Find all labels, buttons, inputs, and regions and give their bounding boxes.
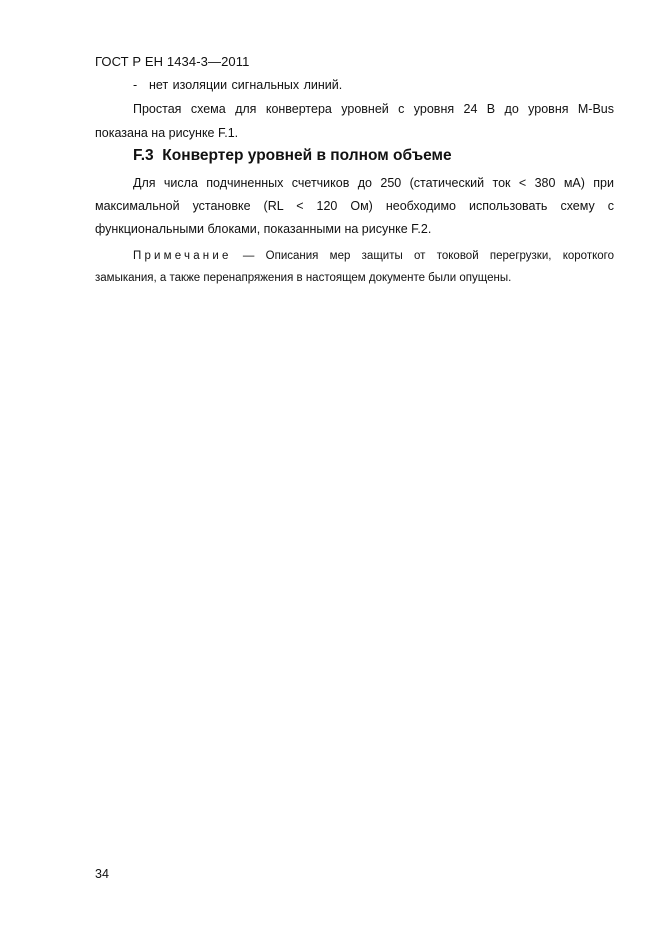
bullet-text: нет изоляции сигнальных линий. [149,78,343,92]
note-line2: замыкания, а также перенапряжения в настоящем документе были опущены. [95,272,512,284]
paragraph1-line1: Простая схема для конвертера уровней с уровня 24 В до уровня M-Bus [133,102,614,116]
note-label: Примечание [133,250,232,262]
note-line1 [133,250,614,262]
bullet-marker: - [133,78,138,92]
paragraph2-line2: максимальной установке (RL < 120 Ом) необходимо использовать схему с [95,199,614,213]
section-heading: F.3 Конвертер уровней в полном объеме [133,147,452,164]
paragraph1-line2: показана на рисунке F.1. [95,126,239,140]
note-text: — Описания мер защиты от токовой перегрузки, короткого [231,250,614,262]
document-header: ГОСТ Р ЕН 1434-3—2011 [95,54,250,69]
page-number: 34 [95,867,109,881]
paragraph2-line1: Для числа подчиненных счетчиков до 250 (статический ток < 380 мА) при [133,176,614,190]
paragraph2-line3: функциональными блоками, показанными на рисунке F.2. [95,222,432,236]
bullet-item [133,78,342,92]
